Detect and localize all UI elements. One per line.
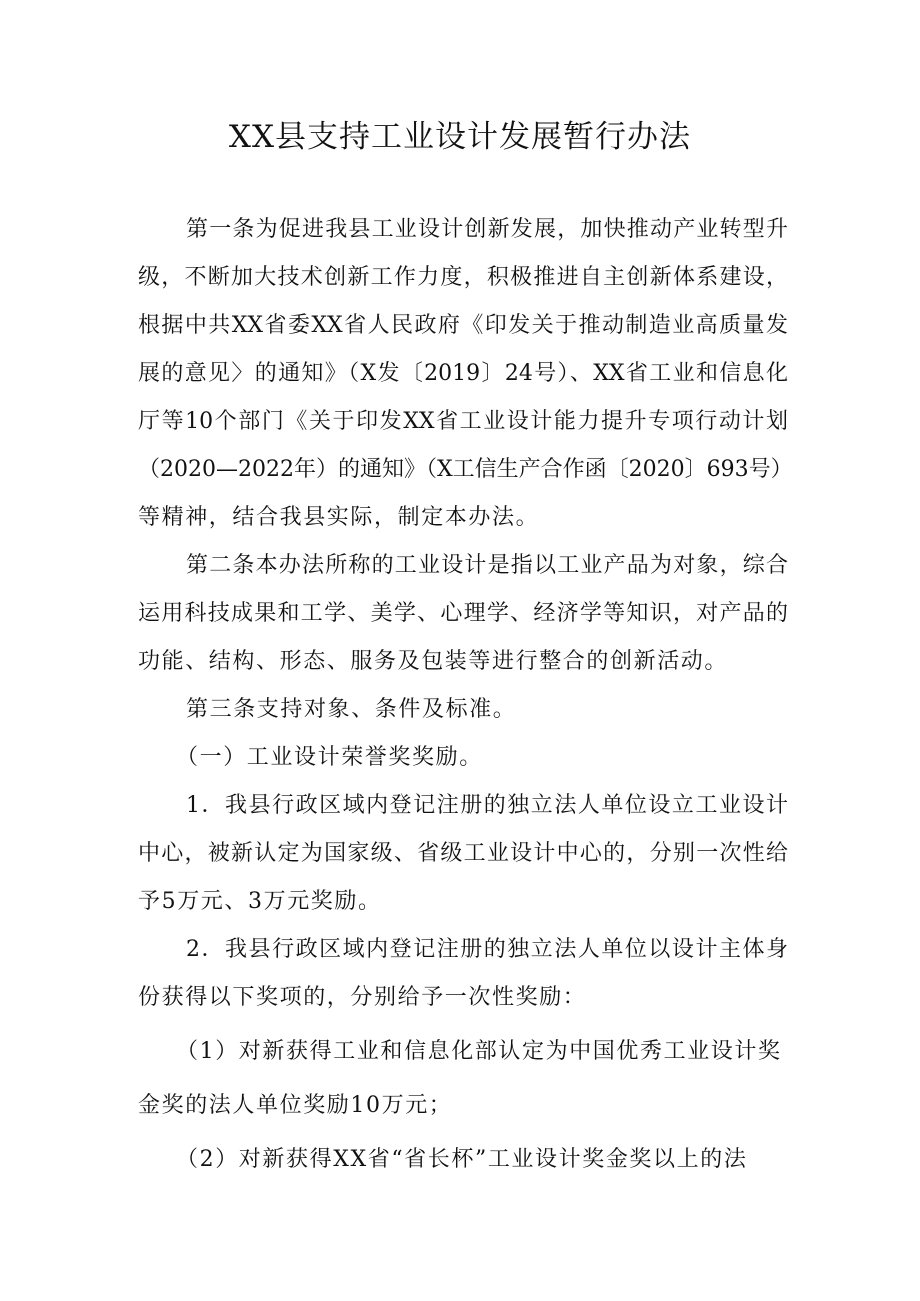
paragraph-line: 2．我县行政区域内登记注册的独立法人单位以设计主体身 bbox=[186, 937, 788, 962]
list-item-line: 金奖的法人单位奖励10万元； bbox=[138, 1093, 453, 1118]
list-item-line: （1）对新获得工业和信息化部认定为中国优秀工业设计奖 bbox=[176, 1039, 782, 1064]
paragraph-line: 运用科技成果和工学、美学、心理学、经济学等知识，对产品的 bbox=[138, 601, 788, 626]
document-title: XX县支持工业设计发展暂行办法 bbox=[228, 119, 692, 155]
paragraph-line: 份获得以下奖项的，分别给予一次性奖励： bbox=[138, 985, 587, 1010]
paragraph-line: 展的意见〉的通知》（X发〔2019〕24号）、XX省工业和信息化 bbox=[138, 361, 788, 386]
section-heading: 第三条支持对象、条件及标准。 bbox=[186, 697, 517, 722]
paragraph-line: 第一条为促进我县工业设计创新发展，加快推动产业转型升 bbox=[186, 217, 788, 242]
subsection-heading: （一）工业设计荣誉奖奖励。 bbox=[176, 745, 483, 770]
list-item-line: （2）对新获得XX省“省长杯”工业设计奖金奖以上的法 bbox=[176, 1147, 748, 1172]
paragraph-line: 厅等10个部门《关于印发XX省工业设计能力提升专项行动计划 bbox=[138, 409, 788, 434]
paragraph-line: 功能、结构、形态、服务及包装等进行整合的创新活动。 bbox=[138, 649, 729, 674]
paragraph-line: 根据中共XX省委XX省人民政府《印发关于推动制造业高质量发 bbox=[138, 313, 788, 338]
paragraph-line: 等精神，结合我县实际，制定本办法。 bbox=[138, 505, 540, 530]
paragraph-line: 予5万元、3万元奖励。 bbox=[138, 889, 382, 914]
paragraph-line: 级，不断加大技术创新工作力度，积极推进自主创新体系建设， bbox=[138, 265, 788, 290]
paragraph-line: 第二条本办法所称的工业设计是指以工业产品为对象，综合 bbox=[186, 553, 788, 578]
paragraph-line: 中心，被新认定为国家级、省级工业设计中心的，分别一次性给 bbox=[138, 841, 788, 866]
paragraph-line: （2020—2022年）的通知》（X工信生产合作函〔2020〕693号） bbox=[138, 457, 793, 482]
paragraph-line: 1．我县行政区域内登记注册的独立法人单位设立工业设计 bbox=[186, 793, 788, 818]
